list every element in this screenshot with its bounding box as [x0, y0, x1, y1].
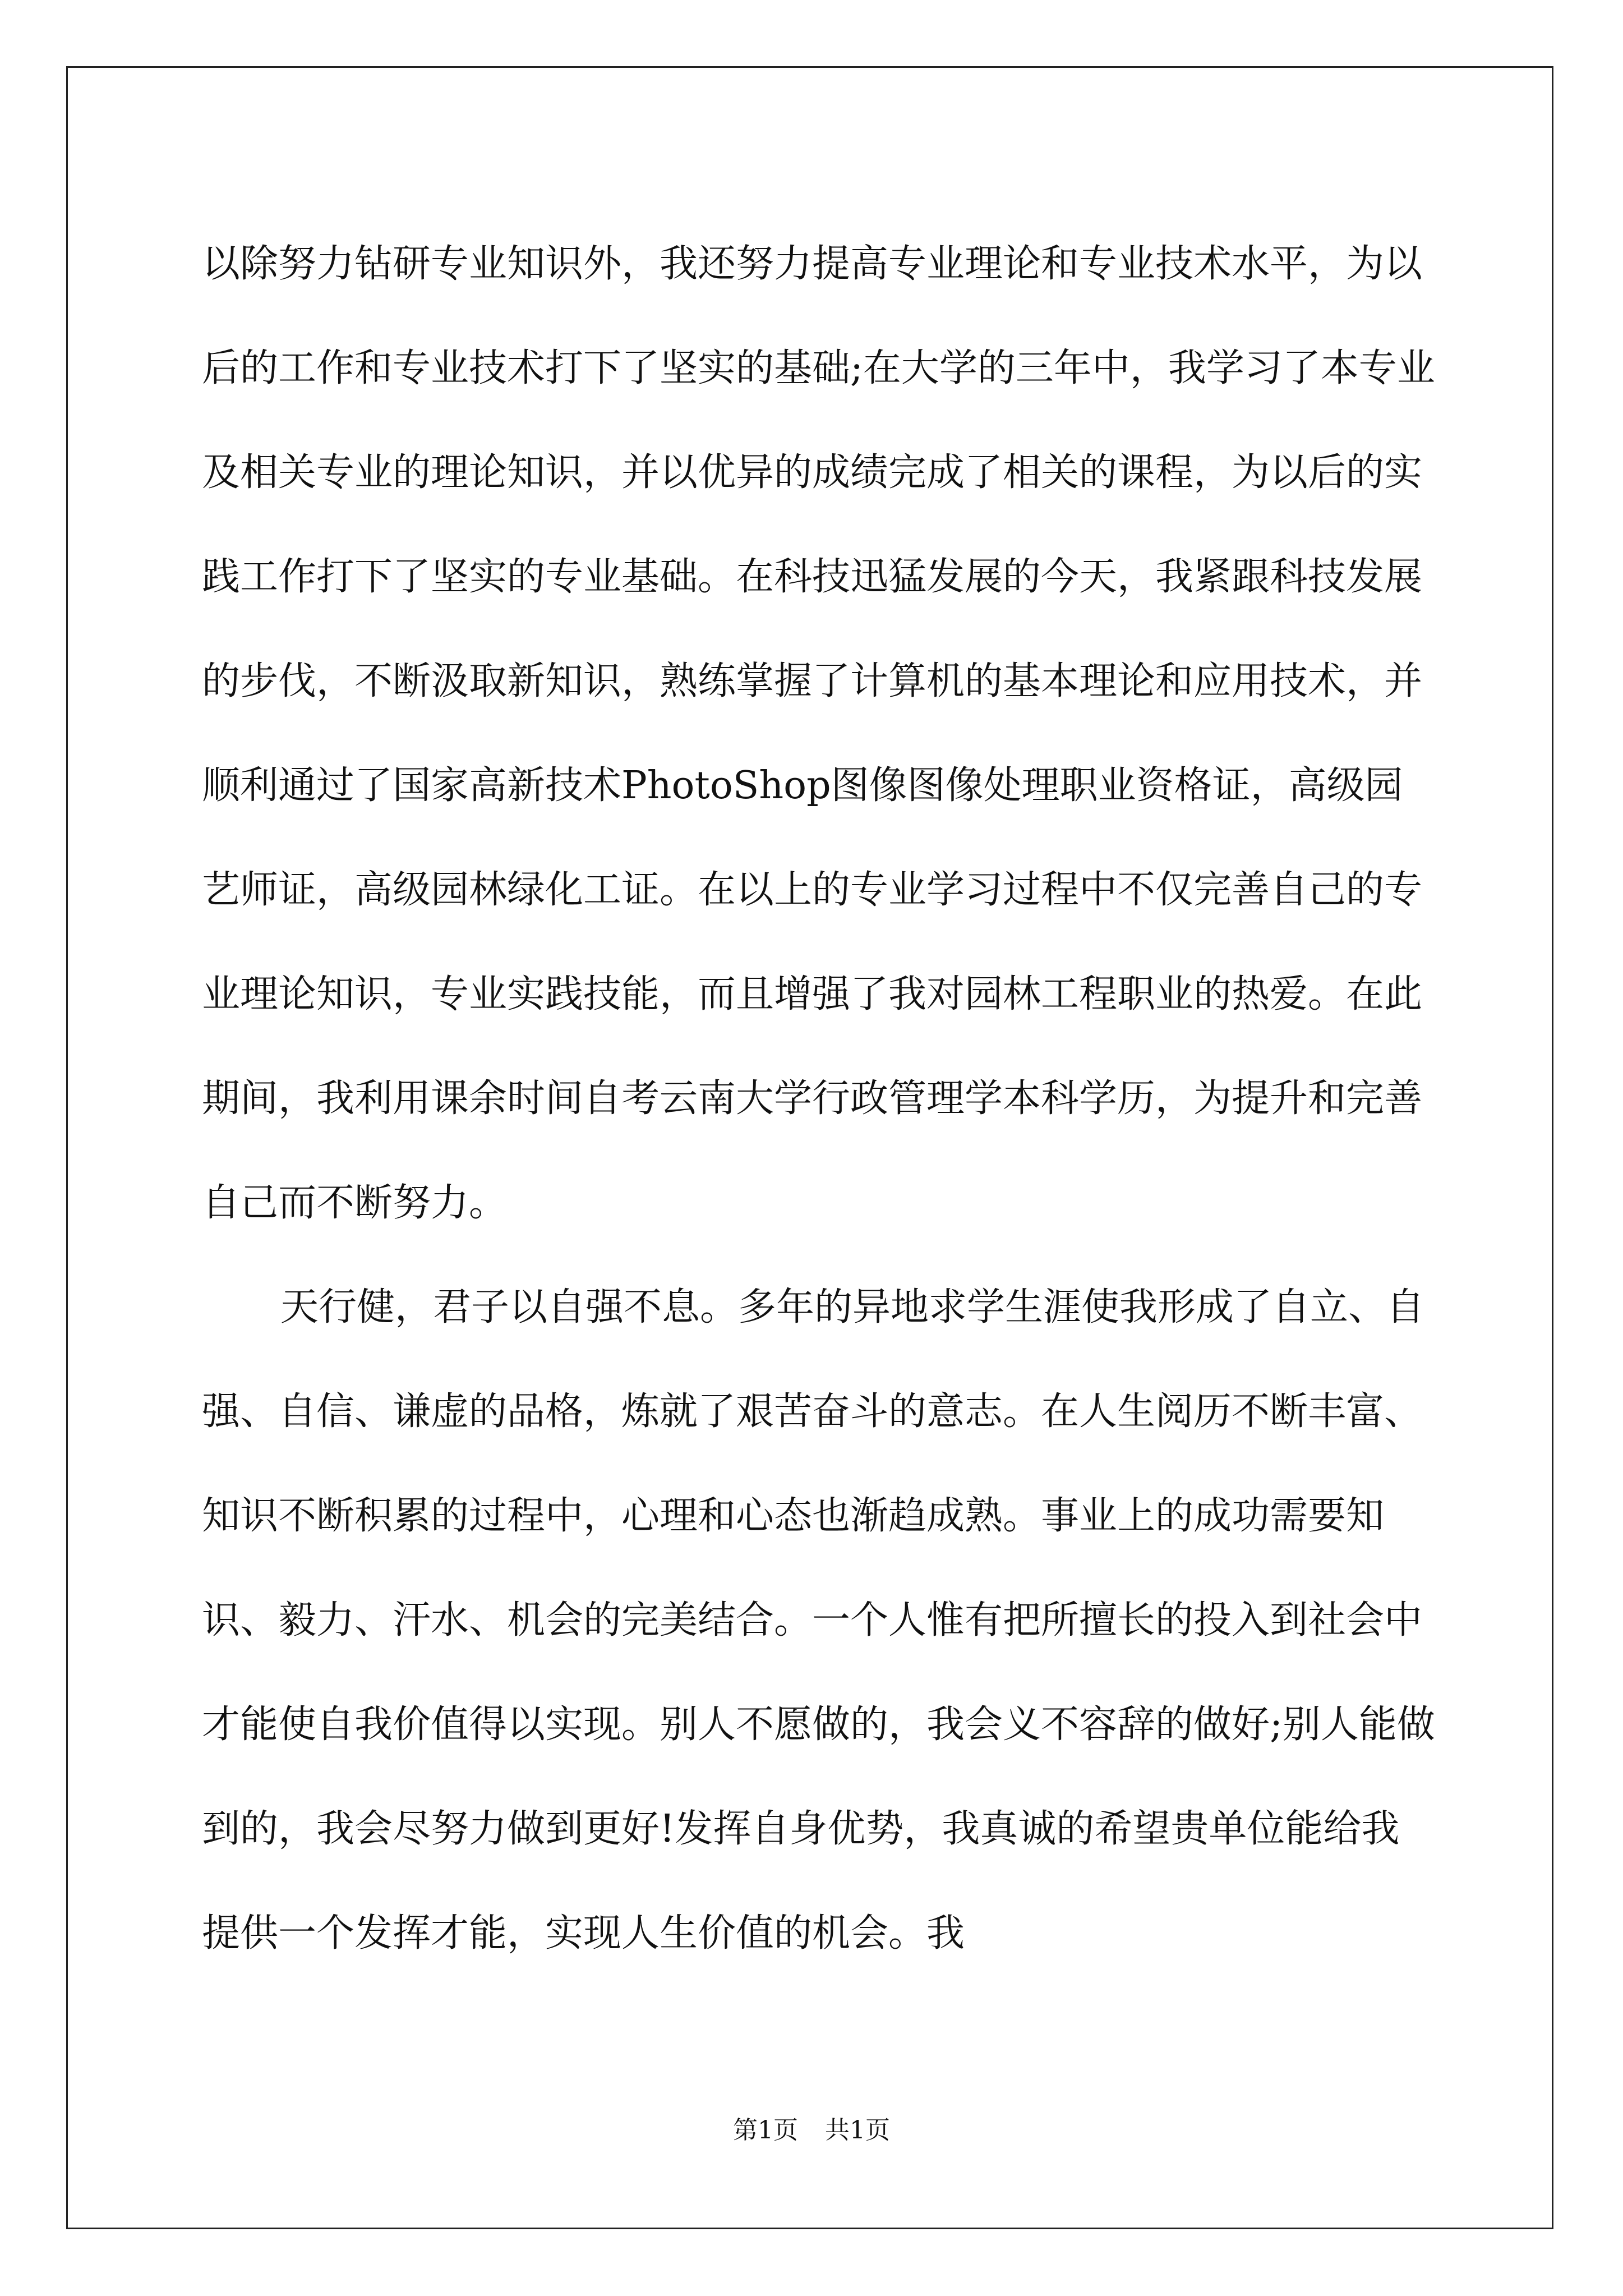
page-number-current: 第1页 — [733, 2116, 798, 2145]
page-footer — [0, 2114, 1623, 2147]
paragraph-2: 天行健，君子以自强不息。多年的异地求学生涯使我形成了自立、自强、自信、谦虚的品格，炼就了艰苦奋斗的意志。在人生阅历不断丰富、知识不断积累的过程中，心理和心态也渐趋成熟。事业上的成功需要知识、毅力、汗水、机会的完美结合。一个人惟有把所擅长的投入到社会中才能使自我价值得以实现。别人不愿做的，我会义不容辞的做好;别人能做到的，我会尽努力做到更好!发挥自身优势，我真诚的希望贵单位能给我提供一个发挥才能，实现人生价值的机会。我 — [202, 1285, 1435, 1955]
document-body — [202, 212, 1436, 1979]
paragraph-1: 以除努力钻研专业知识外，我还努力提高专业理论和专业技术水平，为以后的工作和专业技术打下了坚实的基础;在大学的三年中，我学习了本专业及相关专业的理论知识，并以优异的成绩完成了相关的课程，为以后的实践工作打下了坚实的专业基础。在科技迅猛发展的今天，我紧跟科技发展的步伐，不断汲取新知识，熟练掌握了计算机的基本理论和应用技术，并顺利通过了国家高新技术PhotoShop图像图像处理职业资格证，高级园艺师证，高级园林绿化工证。在以上的专业学习过程中不仅完善自己的专业理论知识，专业实践技能，而且增强了我对园林工程职业的热爱。在此期间，我利用课余时间自考云南大学行政管理学本科学历，为提升和完善自己而不断努力。 — [202, 242, 1435, 1225]
page-number-total: 共1页 — [825, 2116, 890, 2145]
